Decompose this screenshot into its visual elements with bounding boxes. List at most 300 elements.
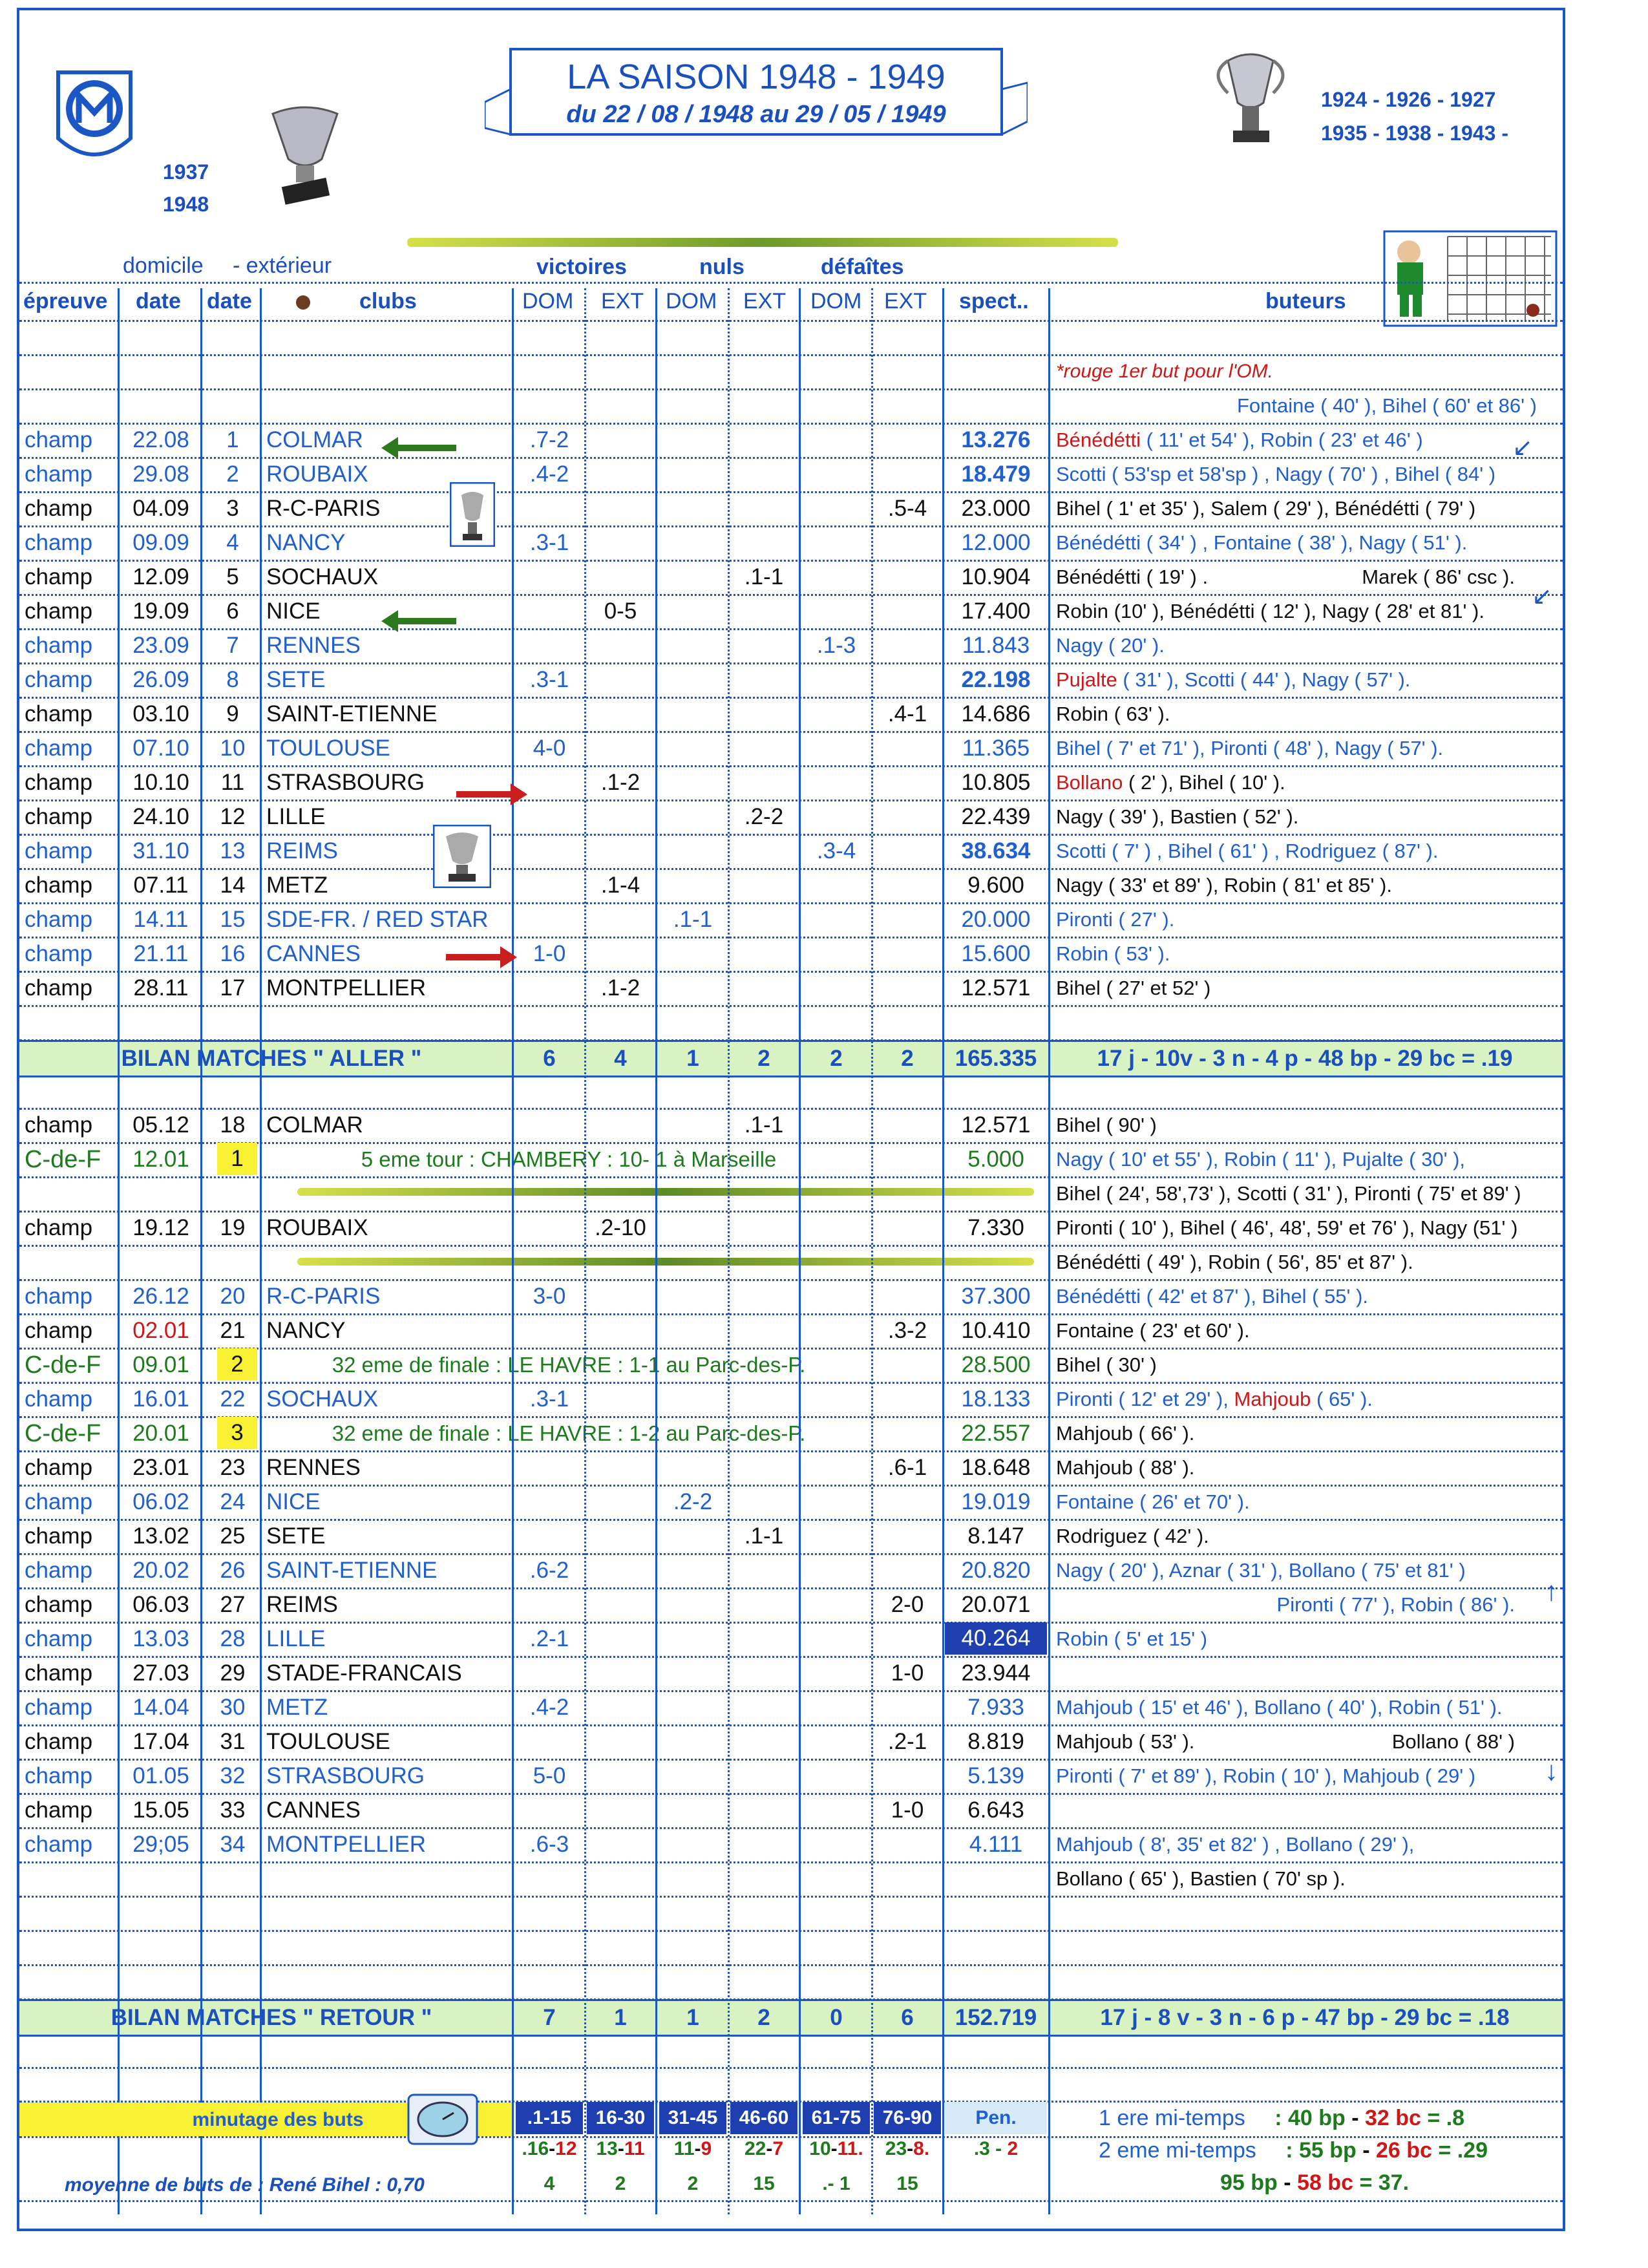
v_ext-cell: .1-2 xyxy=(600,975,640,1001)
spect-cell: 12.571 xyxy=(961,1112,1031,1138)
match-row xyxy=(19,1108,1563,1144)
club-cell: CANNES xyxy=(266,1797,361,1823)
header-date-1: date xyxy=(136,289,181,313)
grid-line xyxy=(799,288,801,2214)
comp-cell: champ xyxy=(25,1112,93,1138)
date-cell: 12.01 xyxy=(132,1147,189,1172)
date-cell: 26.09 xyxy=(132,667,189,692)
v_dom-cell: 4-0 xyxy=(533,736,566,761)
n-cell: 27 xyxy=(220,1592,246,1617)
first-half-result: = .8 xyxy=(1427,2106,1465,2130)
bilan-value: 1 xyxy=(614,2005,627,2030)
scorer-list: Nagy ( 20' ). xyxy=(1056,634,1165,657)
scorer-list: Pironti ( 27' ). xyxy=(1056,908,1175,931)
scorers-continuation-row xyxy=(19,1862,1563,1898)
second-half-summary: 2 eme mi-temps : 55 bp - 26 bc = .29 xyxy=(1099,2138,1488,2163)
blank-row xyxy=(19,1896,1563,1932)
scorers-cell xyxy=(1056,1147,1554,1172)
n-cell: 30 xyxy=(220,1695,246,1720)
header-nul-ext: EXT xyxy=(743,289,787,313)
first-half-bp: : 40 bp xyxy=(1274,2106,1346,2130)
n-cell: 6 xyxy=(226,599,239,624)
scorer-list: Nagy ( 20' ), Aznar ( 31' ), Bollano ( 75' et 81' ) xyxy=(1056,1559,1466,1582)
scorer-first-goal: Pujalte xyxy=(1056,668,1117,691)
match-row xyxy=(19,1383,1563,1418)
date-cell: 16.01 xyxy=(132,1386,189,1412)
match-row xyxy=(19,971,1563,1007)
comp-cell: champ xyxy=(25,427,93,452)
scorers-cell xyxy=(1056,1489,1554,1515)
match-row xyxy=(19,1554,1563,1589)
match-row xyxy=(19,595,1563,630)
comp-cell: champ xyxy=(25,1558,93,1583)
d_ext-cell: .4-1 xyxy=(887,701,927,726)
spect-cell: 12.000 xyxy=(961,530,1031,555)
date-cell: 19.12 xyxy=(132,1215,189,1240)
match-row xyxy=(19,423,1563,459)
date-cell: 09.09 xyxy=(132,530,189,555)
d_ext-cell: 2-0 xyxy=(891,1592,924,1617)
date-cell: 28.11 xyxy=(133,975,189,1001)
spect-cell: 22.439 xyxy=(961,804,1031,829)
match-row xyxy=(19,1211,1563,1247)
d_ext-cell: .5-4 xyxy=(887,496,927,521)
comp-cell: champ xyxy=(25,496,93,521)
club-cell: TOULOUSE xyxy=(266,1729,390,1754)
comp-cell: C-de-F xyxy=(25,1351,101,1379)
minutage-label: minutage des buts xyxy=(192,2109,364,2130)
scorers-cell xyxy=(1056,427,1554,453)
comp-cell: champ xyxy=(25,1386,93,1412)
header-domicile: domicile xyxy=(123,253,204,278)
club-cell: R-C-PARIS xyxy=(266,496,381,521)
match-row xyxy=(19,1417,1563,1452)
header-def-dom: DOM xyxy=(810,289,862,313)
v_dom-cell: .3-1 xyxy=(529,530,569,555)
n-cell: 18 xyxy=(220,1112,246,1138)
second-half-bc: 26 bc xyxy=(1376,2138,1432,2163)
scorer-list: Bihel ( 27' et 52' ) xyxy=(1056,977,1211,999)
comp-cell: champ xyxy=(25,461,93,487)
arrow-diagonal-icon: ↙ xyxy=(1532,583,1552,610)
v_ext-cell: .2-10 xyxy=(595,1215,646,1240)
match-row xyxy=(19,629,1563,664)
n-cell: 15 xyxy=(220,907,246,932)
scorers-cell xyxy=(1056,1763,1554,1789)
club-cell: SDE-FR. / RED STAR xyxy=(266,907,489,932)
n-cell: 29 xyxy=(220,1660,246,1686)
arrow-right-red-icon xyxy=(456,791,511,798)
v_dom-cell: .4-2 xyxy=(529,1695,569,1720)
date-cell: 07.11 xyxy=(133,873,189,898)
scorers-cell xyxy=(1056,1455,1554,1481)
goals-for: 23 xyxy=(885,2138,907,2159)
spect-cell: 18.648 xyxy=(961,1455,1031,1480)
moyenne-text: moyenne de buts de : René Bihel : 0,70 xyxy=(65,2174,425,2196)
n-cell: 9 xyxy=(226,701,239,726)
bilan-value: 2 xyxy=(757,1046,770,1071)
goal-difference: 4 xyxy=(544,2173,555,2194)
match-row xyxy=(19,663,1563,699)
comp-cell: champ xyxy=(25,1763,93,1788)
grid-line xyxy=(728,288,730,2214)
date-cell: 01.05 xyxy=(132,1763,189,1788)
second-half-bp: : 55 bp xyxy=(1285,2138,1357,2163)
club-cell: MONTPELLIER xyxy=(266,975,426,1001)
club-cell: METZ xyxy=(266,873,328,898)
bilan-spect: 165.335 xyxy=(955,1046,1037,1071)
scorer-list: Bihel ( 90' ) xyxy=(1056,1114,1157,1136)
club-cell: MONTPELLIER xyxy=(266,1832,426,1857)
comp-cell: C-de-F xyxy=(25,1146,101,1173)
total-bp: 95 bp xyxy=(1220,2170,1278,2195)
date-cell: 31.10 xyxy=(132,838,189,864)
scorer-list: Bollano ( 65' ), Bastien ( 70' sp ). xyxy=(1056,1867,1346,1890)
grid-line xyxy=(871,288,873,2214)
club-cell: RENNES xyxy=(266,1455,361,1480)
bilan-value: 1 xyxy=(686,2005,699,2030)
club-cell: SETE xyxy=(266,667,326,692)
comp-cell: champ xyxy=(25,941,93,966)
date-cell: 06.02 xyxy=(132,1489,189,1514)
n-cell: 3 xyxy=(217,1417,257,1449)
total-result: = 37. xyxy=(1359,2170,1410,2195)
match-row xyxy=(19,766,1563,801)
date-cell: 23.01 xyxy=(132,1455,189,1480)
club-cell: LILLE xyxy=(266,804,326,829)
n-cell: 24 xyxy=(220,1489,246,1514)
scorers-cell xyxy=(1056,975,1554,1001)
spect-cell: 6.643 xyxy=(967,1797,1024,1823)
spect-cell: 23.944 xyxy=(961,1660,1031,1686)
scorer-list: Mahjoub ( 8', 35' et 82' ) , Bollano ( 29' ), xyxy=(1056,1833,1415,1856)
minute-range: 31-45 xyxy=(659,2102,726,2134)
match-row xyxy=(19,869,1563,904)
spect-cell: 18.479 xyxy=(961,461,1031,487)
n-cell: 21 xyxy=(220,1318,246,1343)
scorer-extra: Marek ( 86' csc ). xyxy=(1362,566,1515,588)
club-cell: ROUBAIX xyxy=(266,461,368,487)
arrow-left-green-icon xyxy=(394,445,456,451)
date-cell: 29;05 xyxy=(132,1832,189,1857)
scorers-cell xyxy=(1056,667,1554,693)
arrow-head-icon xyxy=(381,610,398,632)
scorers-cell xyxy=(1056,1284,1554,1309)
grid-line xyxy=(260,288,262,2214)
header-exterieur: - extérieur xyxy=(233,253,332,278)
comp-cell: champ xyxy=(25,1318,93,1343)
n_ext-cell: .1-1 xyxy=(744,1523,784,1549)
scorer-list: Scotti ( 53'sp et 58'sp ) , Nagy ( 70' ) , Bihel ( 84' ) xyxy=(1056,463,1496,485)
scorer-list: ( 31' ), Scotti ( 44' ), Nagy ( 57' ). xyxy=(1117,668,1411,691)
comp-cell: champ xyxy=(25,1489,93,1514)
match-row xyxy=(19,492,1563,527)
scorer-list: Bénédétti ( 34' ) , Fontaine ( 38' ), Nagy ( 51' ). xyxy=(1056,531,1468,554)
bilan-value: 0 xyxy=(830,2005,843,2030)
date-cell: 02.01 xyxy=(132,1318,189,1343)
n-cell: 11 xyxy=(220,770,245,795)
n-cell: 3 xyxy=(226,496,239,521)
scorer-list: Mahjoub ( 15' et 46' ), Bollano ( 40' ), Robin ( 51' ). xyxy=(1056,1696,1503,1719)
grid-line xyxy=(942,288,944,2214)
d_ext-cell: .2-1 xyxy=(887,1729,927,1754)
v_dom-cell: .7-2 xyxy=(529,427,569,452)
club-cell: SOCHAUX xyxy=(266,1386,379,1412)
goals-for-against xyxy=(803,2138,870,2160)
penalty-goals xyxy=(945,2138,1047,2160)
scorer-list: Pironti ( 7' et 89' ), Robin ( 10' ), Mahjoub ( 29' ) xyxy=(1056,1765,1476,1787)
n-cell: 28 xyxy=(220,1626,246,1651)
d_ext-cell: .3-2 xyxy=(887,1318,927,1343)
arrow-right-red-icon xyxy=(446,954,500,960)
date-cell: 14.11 xyxy=(133,907,189,932)
spect-cell: 18.133 xyxy=(961,1386,1031,1412)
header-vic-dom: DOM xyxy=(522,289,574,313)
scorer-list: ( 65' ). xyxy=(1311,1388,1373,1410)
goals-for-against xyxy=(874,2138,941,2160)
n-cell: 5 xyxy=(226,564,239,589)
spect-cell: 11.365 xyxy=(962,736,1030,761)
dash: - xyxy=(549,2138,556,2159)
scorer-first-goal: Bénédétti xyxy=(1056,429,1141,451)
n_dom-cell: .1-1 xyxy=(673,907,713,932)
date-cell: 13.03 xyxy=(132,1626,189,1651)
date-cell: 14.04 xyxy=(132,1695,189,1720)
scorer-list: Robin ( 53' ). xyxy=(1056,942,1170,965)
n-cell: 1 xyxy=(217,1143,257,1175)
spect-cell: 15.600 xyxy=(961,941,1031,966)
comp-cell: champ xyxy=(25,633,93,658)
n-cell: 2 xyxy=(217,1348,257,1381)
first-half-bc: 32 bc xyxy=(1365,2106,1421,2130)
club-cell: LILLE xyxy=(266,1626,326,1651)
bilan-summary: 17 j - 8 v - 3 n - 6 p - 47 bp - 29 bc = .18 xyxy=(1100,2005,1510,2030)
match-row xyxy=(19,526,1563,562)
first-half-label: 1 ere mi-temps xyxy=(1099,2106,1245,2130)
bilan-value: 6 xyxy=(543,1046,556,1071)
match-row xyxy=(19,697,1563,733)
scorer-first-goal: Mahjoub xyxy=(1234,1388,1311,1410)
second-half-label: 2 eme mi-temps xyxy=(1099,2138,1256,2163)
goals-for-against xyxy=(659,2138,726,2160)
comp-cell: champ xyxy=(25,1695,93,1720)
goals-against: 12 xyxy=(555,2138,577,2159)
n-cell: 19 xyxy=(220,1215,246,1240)
note-row xyxy=(19,355,1563,390)
spect-cell: 4.111 xyxy=(969,1832,1023,1857)
scorer-list: Nagy ( 33' et 89' ), Robin ( 81' et 85' ). xyxy=(1056,874,1392,896)
goal-difference: 15 xyxy=(753,2173,775,2194)
n-cell: 13 xyxy=(220,838,246,864)
goals-for: 22 xyxy=(744,2138,766,2159)
n-cell: 16 xyxy=(220,941,246,966)
goals-against: 11. xyxy=(837,2138,863,2159)
match-row xyxy=(19,1451,1563,1487)
date-cell: 21.11 xyxy=(133,941,189,966)
club-cell: TOULOUSE xyxy=(266,736,390,761)
spect-cell: 22.557 xyxy=(961,1421,1031,1446)
penalty-against: 2 xyxy=(1007,2138,1019,2159)
club-cell: SETE xyxy=(266,1523,326,1549)
date-cell: 06.03 xyxy=(132,1592,189,1617)
match-row xyxy=(19,1622,1563,1658)
header-nul-dom: DOM xyxy=(666,289,717,313)
penalty-header: Pen. xyxy=(945,2102,1047,2134)
comp-cell: champ xyxy=(25,1592,93,1617)
blank-row xyxy=(19,1931,1563,1966)
match-row xyxy=(19,1348,1563,1384)
spect-cell: 20.000 xyxy=(961,907,1031,932)
spect-cell: 5.000 xyxy=(967,1147,1024,1172)
arrow-left-green-icon xyxy=(394,618,456,624)
header-victoires: victoires xyxy=(536,255,627,279)
first-goal-note: *rouge 1er but pour l'OM. xyxy=(1056,361,1273,382)
title-years-line-2: 1935 - 1938 - 1943 - xyxy=(1321,122,1508,145)
date-cell: 20.01 xyxy=(132,1421,189,1446)
spect-cell: 7.330 xyxy=(967,1215,1024,1240)
spect-cell: 38.634 xyxy=(961,838,1031,864)
grid-line xyxy=(118,288,120,2214)
scorers-cell xyxy=(1056,564,1554,590)
scorers-cell xyxy=(1056,873,1554,898)
scorer-list: Bihel ( 30' ) xyxy=(1056,1353,1157,1376)
spect-cell: 14.686 xyxy=(961,701,1031,726)
bilan-value: 2 xyxy=(901,1046,914,1071)
page-title: LA SAISON 1948 - 1949 xyxy=(567,58,945,96)
club-cell: NICE xyxy=(266,599,321,624)
v_ext-cell: 0-5 xyxy=(604,599,637,624)
n-cell: 14 xyxy=(220,873,246,898)
scorer-list: Fontaine ( 23' et 60' ). xyxy=(1056,1319,1250,1342)
spect-cell: 9.600 xyxy=(967,873,1024,898)
club-cell: 32 eme de finale : LE HAVRE : 1-2 au Parc-des-P. xyxy=(332,1421,806,1445)
d_ext-cell: 1-0 xyxy=(891,1797,924,1823)
club-cell: SAINT-ETIENNE xyxy=(266,701,438,726)
blank-row xyxy=(19,2033,1563,2069)
spect-cell: 40.264 xyxy=(945,1622,1047,1655)
title-years-line-1: 1924 - 1926 - 1927 xyxy=(1321,88,1496,111)
club-cell: ROUBAIX xyxy=(266,1215,368,1240)
goals-for: 13 xyxy=(596,2138,618,2159)
om-logo-icon xyxy=(53,67,136,172)
minute-range: 61-75 xyxy=(803,2102,870,2134)
comp-cell: champ xyxy=(25,1729,93,1754)
n-cell: 26 xyxy=(220,1558,246,1583)
bilan-row xyxy=(19,1999,1563,2037)
d_ext-cell: 1-0 xyxy=(891,1660,924,1686)
comp-cell: champ xyxy=(25,1626,93,1651)
match-row xyxy=(19,458,1563,493)
spect-cell: 20.071 xyxy=(961,1592,1031,1617)
minute-range: .1-15 xyxy=(516,2102,583,2134)
v_dom-cell: .4-2 xyxy=(529,461,569,487)
bilan-value: 6 xyxy=(901,2005,914,2030)
date-cell: 10.10 xyxy=(132,770,189,795)
grid-line xyxy=(512,288,514,2214)
spect-cell: 10.410 xyxy=(961,1318,1031,1343)
scorers-cell xyxy=(1056,461,1554,487)
club-cell: NANCY xyxy=(266,1318,346,1343)
comp-cell: champ xyxy=(25,667,93,692)
date-cell: 22.08 xyxy=(132,427,189,452)
v_dom-cell: .6-3 xyxy=(529,1832,569,1857)
v_dom-cell: 3-0 xyxy=(533,1284,566,1309)
comp-cell: champ xyxy=(25,530,93,555)
comp-cell: champ xyxy=(25,838,93,864)
scorers-cell xyxy=(1056,770,1554,796)
cup-year-1: 1937 xyxy=(163,160,209,184)
first-half-summary: 1 ere mi-temps : 40 bp - 32 bc = .8 xyxy=(1099,2106,1465,2130)
date-cell: 15.05 xyxy=(132,1797,189,1823)
v_dom-cell: 5-0 xyxy=(533,1763,566,1788)
match-row xyxy=(19,800,1563,836)
n-cell: 12 xyxy=(220,804,246,829)
n-cell: 4 xyxy=(226,530,239,555)
scorers-cell xyxy=(1056,907,1554,933)
club-cell: RENNES xyxy=(266,633,361,658)
scorer-list: Pironti ( 77' ), Robin ( 86' ). xyxy=(1276,1593,1515,1616)
date-cell: 07.10 xyxy=(132,736,189,761)
comp-cell: champ xyxy=(25,907,93,932)
date-cell: 03.10 xyxy=(132,701,189,726)
blank-row xyxy=(19,321,1563,356)
match-row xyxy=(19,1485,1563,1521)
comp-cell: C-de-F xyxy=(25,1420,101,1447)
n-cell: 25 xyxy=(220,1523,246,1549)
header-nuls: nuls xyxy=(699,255,745,279)
spect-cell: 5.139 xyxy=(967,1763,1024,1788)
spect-cell: 17.400 xyxy=(961,599,1031,624)
n_ext-cell: .1-1 xyxy=(744,564,784,589)
scorer-list: Bihel ( 7' et 71' ), Pironti ( 48' ), Nagy ( 57' ). xyxy=(1056,737,1444,759)
n-cell: 2 xyxy=(226,461,239,487)
club-cell: STRASBOURG xyxy=(266,770,425,795)
club-cell: R-C-PARIS xyxy=(266,1284,381,1309)
match-row xyxy=(19,1759,1563,1795)
scorers-cell xyxy=(1056,1386,1554,1412)
scorer-list: Rodriguez ( 42' ). xyxy=(1056,1525,1209,1547)
scorers-cell xyxy=(1056,701,1554,727)
header-epreuve: épreuve xyxy=(23,289,108,313)
scorers-cell xyxy=(1056,1421,1554,1447)
minute-range: 46-60 xyxy=(730,2102,798,2134)
club-cell: COLMAR xyxy=(266,1112,363,1138)
d_dom-cell: .1-3 xyxy=(816,633,856,658)
scorer-list: Robin ( 63' ). xyxy=(1056,703,1170,725)
spect-cell: 8.147 xyxy=(967,1523,1024,1549)
scorers-cell xyxy=(1056,1695,1554,1721)
goal-difference: 2 xyxy=(615,2173,626,2194)
comp-cell: champ xyxy=(25,564,93,589)
bilan-value: 4 xyxy=(614,1046,627,1071)
match-row xyxy=(19,1314,1563,1350)
spect-cell: 8.819 xyxy=(967,1729,1024,1754)
scorers-cell xyxy=(1056,1318,1554,1344)
d_ext-cell: .6-1 xyxy=(887,1455,927,1480)
match-row xyxy=(19,1588,1563,1624)
n-cell: 34 xyxy=(220,1832,246,1857)
v_dom-cell: .3-1 xyxy=(529,667,569,692)
arrow-diagonal-icon: ↙ xyxy=(1512,434,1533,461)
decorative-highlight-bar xyxy=(407,238,1118,247)
scorer-list: Bénédétti ( 19' ) . xyxy=(1056,566,1209,588)
arrow-head-icon xyxy=(500,946,517,968)
comp-cell: champ xyxy=(25,770,93,795)
scorer-list: Nagy ( 10' et 55' ), Robin ( 11' ), Pujalte ( 30' ), xyxy=(1056,1148,1466,1171)
bilan-row xyxy=(19,1040,1563,1077)
season-goal-total: 95 bp - 58 bc = 37. xyxy=(1220,2170,1410,2195)
n-cell: 20 xyxy=(220,1284,246,1309)
